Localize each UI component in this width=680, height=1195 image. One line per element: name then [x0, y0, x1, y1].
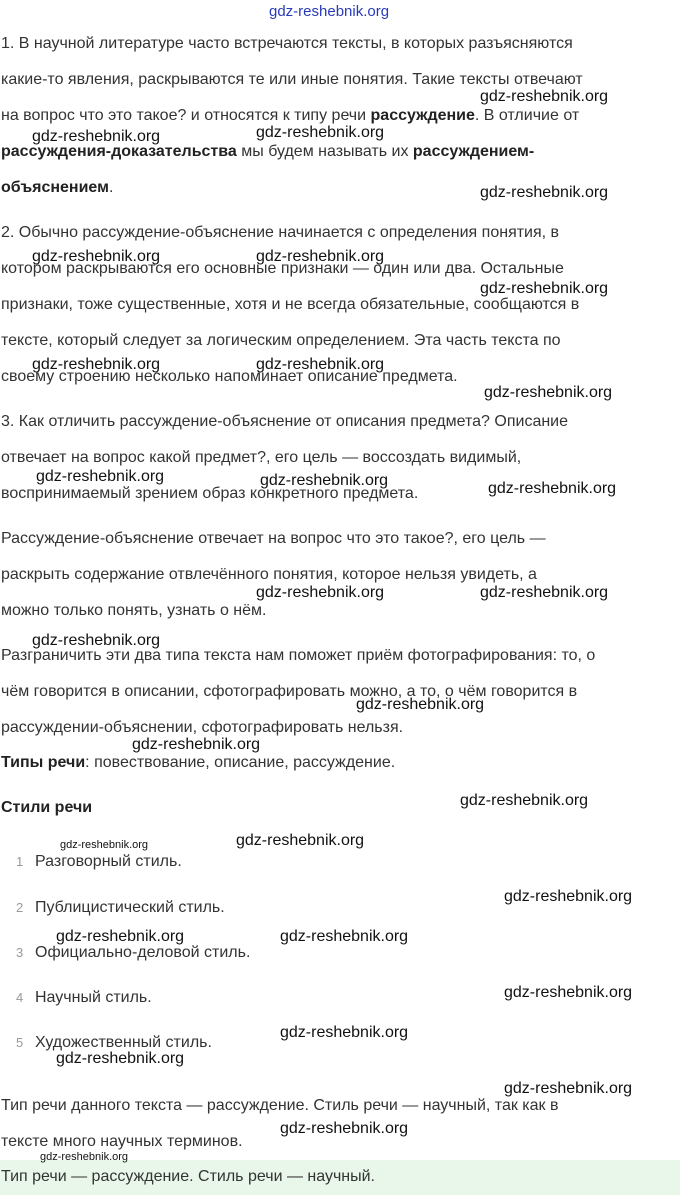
- styles-heading: Стили речи: [1, 799, 93, 816]
- watermark: gdz-reshebnik.org: [40, 1151, 129, 1163]
- watermark: gdz-reshebnik.org: [256, 584, 385, 601]
- p2-line-2: котором раскрываются его основные признаки — один или два. Остальные: [1, 260, 564, 277]
- watermark: gdz-reshebnik.org: [32, 248, 161, 265]
- list-item: Разговорный стиль.: [35, 853, 182, 870]
- watermark: gdz-reshebnik.org: [280, 1024, 409, 1041]
- watermark: gdz-reshebnik.org: [56, 928, 185, 945]
- watermark: gdz-reshebnik.org: [256, 356, 385, 373]
- watermark: gdz-reshebnik.org: [504, 888, 633, 905]
- answer-text: Тип речи — рассуждение. Стиль речи — научный.: [1, 1168, 375, 1185]
- watermark: gdz-reshebnik.org: [356, 696, 485, 713]
- watermark: gdz-reshebnik.org: [56, 1050, 185, 1067]
- p1-line-2: какие-то явления, раскрываются те или иные понятия. Такие тексты отвечают: [1, 71, 583, 88]
- p1-line-4-text: мы будем называть их: [236, 143, 413, 160]
- list-item-number: 4: [16, 990, 24, 1005]
- watermark: gdz-reshebnik.org: [60, 839, 149, 851]
- watermark: gdz-reshebnik.org: [460, 792, 589, 809]
- p2-line-3: признаки, тоже существенные, хотя и не всегда обязательные, сообщаются в: [1, 296, 580, 313]
- watermark: gdz-reshebnik.org: [480, 280, 609, 297]
- types-text: : повествование, описание, рассуждение.: [85, 754, 396, 771]
- p4-line-3: можно только понять, узнать о нём.: [1, 602, 267, 619]
- watermark: gdz-reshebnik.org: [484, 384, 613, 401]
- p5-line-1: Разграничить эти два типа текста нам поможет приём фотографирования: то, о: [1, 647, 596, 664]
- p1-line-5: [1, 178, 113, 198]
- watermark: gdz-reshebnik.org: [32, 356, 161, 373]
- conclusion-line-1: Тип речи данного текста — рассуждение. Стиль речи — научный, так как в: [1, 1097, 559, 1114]
- list-item: Научный стиль.: [35, 989, 152, 1006]
- watermark: gdz-reshebnik.org: [480, 88, 609, 105]
- list-item: Художественный стиль.: [35, 1034, 212, 1051]
- p1-line-3-text: на вопрос что это такое? и относятся к типу речи: [1, 107, 371, 124]
- p5-line-3: рассуждении-объяснении, сфотографировать нельзя.: [1, 719, 404, 736]
- list-item-number: 5: [16, 1035, 24, 1050]
- p3-line-2: отвечает на вопрос какой предмет?, его цель — воссоздать видимый,: [1, 449, 522, 466]
- p2-line-4: тексте, который следует за логическим определением. Эта часть текста по: [1, 332, 561, 349]
- types-line: [1, 753, 395, 773]
- conclusion-line-2: тексте много научных терминов.: [1, 1133, 243, 1150]
- list-item-number: 1: [16, 854, 24, 869]
- p4-line-1: Рассуждение-объяснение отвечает на вопрос что это такое?, его цель —: [1, 530, 546, 547]
- list-item-number: 3: [16, 945, 24, 960]
- term-dokazatelstvo: рассуждения-доказательства: [1, 143, 237, 160]
- watermark: gdz-reshebnik.org: [256, 124, 385, 141]
- watermark: gdz-reshebnik.org: [236, 832, 365, 849]
- p4-line-2: раскрыть содержание отвлечённого понятия, которое нельзя увидеть, а: [1, 566, 537, 583]
- term-rassuzhdenie: рассуждение: [370, 107, 475, 124]
- p1-line-1: 1. В научной литературе часто встречаются тексты, в которых разъясняются: [1, 35, 573, 52]
- watermark: gdz-reshebnik.org: [280, 1120, 409, 1137]
- watermark: gdz-reshebnik.org: [132, 736, 261, 753]
- watermark: gdz-reshebnik.org: [260, 472, 389, 489]
- p1-line-3-end: . В отличие от: [474, 107, 580, 124]
- p1-line-5-end: .: [108, 179, 114, 196]
- p2-line-1: 2. Обычно рассуждение-объяснение начинается с определения понятия, в: [1, 224, 560, 241]
- watermark: gdz-reshebnik.org: [480, 184, 609, 201]
- list-item-number: 2: [16, 900, 24, 915]
- watermark: gdz-reshebnik.org: [280, 928, 409, 945]
- watermark: gdz-reshebnik.org: [269, 3, 390, 20]
- types-label: Типы речи: [1, 754, 86, 771]
- term-obyasnenie-2: объяснением: [1, 179, 109, 196]
- p3-line-3: воспринимаемый зрением образ конкретного предмета.: [1, 485, 419, 502]
- p5-line-2: чём говорится в описании, сфотографировать можно, а то, о чём говорится в: [1, 683, 578, 700]
- watermark: gdz-reshebnik.org: [36, 468, 165, 485]
- p1-line-3: [1, 106, 579, 126]
- p2-line-5: своему строению несколько напоминает описание предмета.: [1, 368, 458, 385]
- watermark: gdz-reshebnik.org: [504, 984, 633, 1001]
- watermark: gdz-reshebnik.org: [488, 480, 617, 497]
- watermark: gdz-reshebnik.org: [480, 584, 609, 601]
- watermark: gdz-reshebnik.org: [256, 248, 385, 265]
- p3-line-1: 3. Как отличить рассуждение-объяснение от описания предмета? Описание: [1, 413, 569, 430]
- watermark: gdz-reshebnik.org: [504, 1080, 633, 1097]
- watermark: gdz-reshebnik.org: [32, 128, 161, 145]
- term-obyasnenie-1: рассуждением-: [412, 143, 535, 160]
- list-item: Официально-деловой стиль.: [35, 944, 251, 961]
- list-item: Публицистический стиль.: [35, 899, 225, 916]
- watermark: gdz-reshebnik.org: [32, 632, 161, 649]
